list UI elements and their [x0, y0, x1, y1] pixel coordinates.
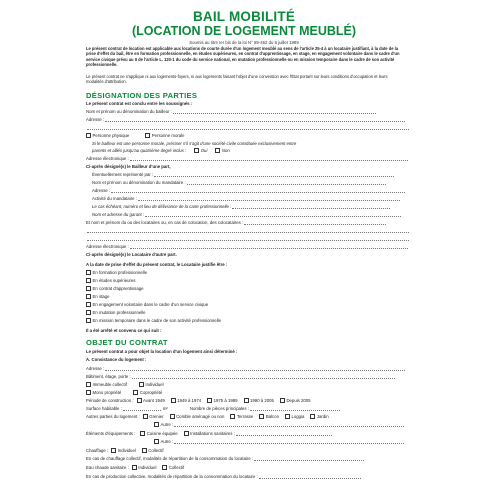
- convenu-line: Il a été arrêté et convenu ce qui suit :: [86, 328, 162, 333]
- bailleur-address-field[interactable]: [105, 117, 405, 122]
- checkbox[interactable]: [285, 414, 290, 419]
- eau-collectif-option[interactable]: Collectif: [162, 465, 184, 470]
- non-option[interactable]: Non: [215, 148, 229, 153]
- immeuble-row: [86, 382, 164, 387]
- checkbox[interactable]: [154, 439, 159, 444]
- morale-note-1: Si le bailleur est une personne morale, préciser s'il s'agit d'une société civile constituée exclusivement entre: [92, 141, 297, 146]
- autres-parties-row: Autres parties du logement : Grenier Comble aménagé ou non Terrasse Balcon Loggia Jardin: [86, 414, 329, 419]
- section-title-parties: DÉSIGNATION DES PARTIES: [86, 91, 198, 100]
- logement-address-field[interactable]: [105, 366, 405, 371]
- periode-option[interactable]: Avant 1949: [137, 398, 165, 403]
- checkbox[interactable]: [142, 448, 147, 453]
- copropriete-option[interactable]: Copropriété: [133, 390, 162, 395]
- checkbox[interactable]: [140, 431, 145, 436]
- mandataire-activity-line: Activité du mandataire :: [92, 196, 400, 201]
- carte-pro-line: Le cas échéant, numéro et lieu de délivrance de la carte professionnelle :: [92, 204, 390, 209]
- legal-reference: Soumis au titre Ier bis de la loi N° 89-462 du 6 juillet 1989: [189, 40, 299, 45]
- checkbox[interactable]: [86, 294, 91, 299]
- mandataire-address-line: Adresse :: [92, 188, 405, 193]
- eau-individuel-option[interactable]: Individuel: [132, 465, 157, 470]
- chauffage-collectif-line: En cas de chauffage collectif, modalités de répartition de la consommation du locataire :: [86, 456, 364, 461]
- batiment-field[interactable]: [132, 374, 395, 379]
- sanitaires-option[interactable]: Installations sanitaires :: [184, 431, 235, 436]
- locataire-designation: Ci-après désigné(s) le Locataire d'autre part.: [86, 252, 177, 257]
- periode-row: Période de construction : Avant 1949 1949 à 1974 1975 à 1989 1990 à 2005 Depuis 2005: [86, 398, 311, 403]
- justification-intro: A la date de prise d'effet du présent contrat, le Locataire justifie être :: [86, 262, 228, 267]
- mandataire-name-field[interactable]: [187, 180, 386, 185]
- chauffage-collectif-field[interactable]: [254, 456, 364, 461]
- locataires-line-2: [86, 228, 409, 233]
- autres-parties-autre: [154, 422, 404, 427]
- bailleur-address-field2[interactable]: [87, 125, 409, 130]
- checkbox[interactable]: [215, 148, 220, 153]
- checkbox[interactable]: [86, 382, 91, 387]
- bailleur-address-line2: [86, 125, 409, 130]
- individuel-option[interactable]: Individuel: [139, 382, 164, 387]
- checkbox[interactable]: [86, 270, 91, 275]
- partie-option[interactable]: Grenier: [143, 414, 164, 419]
- checkbox[interactable]: [154, 422, 159, 427]
- checkbox[interactable]: [86, 318, 91, 323]
- checkbox[interactable]: [259, 414, 264, 419]
- justification-option[interactable]: En mission temporaire dans le cadre de son activité professionnelle: [86, 318, 221, 323]
- locataires-line-3: [86, 236, 409, 241]
- checkbox[interactable]: [111, 448, 116, 453]
- garant-field[interactable]: [145, 212, 401, 217]
- bailleur-name-line: Nom et prénom ou dénomination du bailleur :: [86, 109, 376, 114]
- autre-option[interactable]: Autre :: [154, 422, 173, 427]
- justification-option[interactable]: En contrat d'apprentissage: [86, 286, 143, 291]
- justification-option[interactable]: En études supérieures: [86, 278, 136, 283]
- eau-chaude-row: Eau chaude sanitaire : Individuel Collectif: [86, 465, 185, 470]
- garant-line: Nom et adresse du garant :: [92, 212, 401, 217]
- checkbox[interactable]: [280, 398, 285, 403]
- checkbox[interactable]: [86, 390, 91, 395]
- personne-physique-option[interactable]: Personne physique: [86, 133, 129, 138]
- justification-option[interactable]: En mutation professionnelle: [86, 310, 146, 315]
- intro-bold-paragraph: Le présent contrat de location est applicable aux locations de courte durée d'un logement meublé au sens de l'article 25-4 à un locataire justifiant, à la date de la prise d'effet du bail, être en formation professionnelle, en études supérieures, en contrat d'apprentissage, en stage, en engagement volontaire dans le cadre d'un service civique prévu au II de l'article L. 120-1 du code du service national, en mutation professionnelle ou en mission temporaire dans le cadre de son activité professionnelle.: [86, 46, 400, 68]
- locataire-email-field[interactable]: [130, 244, 408, 249]
- section-title-objet: OBJET DU CONTRAT: [86, 338, 168, 347]
- checkbox[interactable]: [207, 398, 212, 403]
- bailleur-email-field[interactable]: [130, 156, 408, 161]
- bailleur-designation: Ci-après désigné(s) le Bailleur d'une part,: [86, 164, 171, 169]
- propriete-row: [86, 390, 162, 395]
- justification-option[interactable]: En engagement volontaire dans le cadre d'un service civique: [86, 302, 208, 307]
- equipements-row: Éléments d'équipements : Cuisine équipée Installations sanitaires :: [86, 431, 332, 436]
- mono-propriete-option[interactable]: Mono propriété: [86, 390, 121, 395]
- checkbox[interactable]: [244, 398, 249, 403]
- immeuble-collectif-option[interactable]: Immeuble collectif: [86, 382, 127, 387]
- checkbox[interactable]: [230, 414, 235, 419]
- intro-paragraph: Le présent contrat ne s'applique ni aux logements-foyers, ni aux logements faisant l'objet d'une convention avec l'État portant sur leurs conditions d'occupation et leurs modalités d'attribution.: [86, 74, 388, 85]
- partie-option[interactable]: Jardin: [310, 414, 328, 419]
- checkbox[interactable]: [310, 414, 315, 419]
- personne-morale-option[interactable]: Personne morale: [145, 133, 184, 138]
- mandataire-activity-field[interactable]: [138, 196, 400, 201]
- objet-intro: Le présent contrat a pour objet la location d'un logement ainsi déterminé :: [86, 349, 238, 354]
- autre-field[interactable]: [174, 439, 404, 444]
- sanitaires-field[interactable]: [236, 431, 332, 436]
- locataires-field[interactable]: [244, 220, 386, 225]
- locataires-line: Et nom et prénom du ou des locataires ou, en cas de colocation, des colocataires :: [86, 220, 386, 225]
- production-collective-line: En cas de production collective, modalités de répartition de la consommation du locataire :: [86, 474, 361, 479]
- production-collective-field[interactable]: [259, 474, 361, 479]
- bailleur-address-line: Adresse :: [86, 117, 405, 122]
- checkbox[interactable]: [171, 398, 176, 403]
- checkbox[interactable]: [137, 398, 142, 403]
- cuisine-option[interactable]: Cuisine équipée: [140, 431, 177, 436]
- justification-option[interactable]: En stage: [86, 294, 109, 299]
- checkbox[interactable]: [133, 390, 138, 395]
- checkbox[interactable]: [194, 148, 199, 153]
- justification-option[interactable]: En formation professionnelle: [86, 270, 147, 275]
- periode-option[interactable]: 1949 à 1974: [171, 398, 201, 403]
- chauffage-individuel-option[interactable]: Individuel: [111, 448, 136, 453]
- bailleur-name-field[interactable]: [173, 109, 376, 114]
- parties-intro: Le présent contrat est conclu entre les soussignés :: [86, 101, 193, 106]
- periode-option[interactable]: Depuis 2005: [280, 398, 311, 403]
- periode-option[interactable]: 1990 à 2005: [244, 398, 274, 403]
- consistance-heading: A. Consistance du logement :: [86, 357, 147, 362]
- partie-option[interactable]: Balcon: [259, 414, 279, 419]
- checkbox[interactable]: [86, 286, 91, 291]
- periode-option[interactable]: 1975 à 1989: [207, 398, 237, 403]
- logement-address-line: Adresse :: [86, 366, 405, 371]
- person-type-row: [86, 133, 185, 138]
- checkbox[interactable]: [145, 133, 150, 138]
- morale-note-2: parents et alliés jusqu'au quatrième degré inclus : Oui Non: [92, 148, 230, 153]
- checkbox[interactable]: [170, 414, 175, 419]
- locataires-field-3[interactable]: [87, 236, 409, 241]
- surface-field[interactable]: [123, 406, 161, 411]
- represente-field[interactable]: [154, 172, 394, 177]
- checkbox[interactable]: [86, 133, 91, 138]
- batiment-line: Bâtiment, étage, porte :: [86, 374, 395, 379]
- autre-option[interactable]: Autre :: [154, 439, 173, 444]
- locataires-field-2[interactable]: [87, 228, 409, 233]
- partie-option[interactable]: Loggia: [285, 414, 304, 419]
- equipements-autre: [154, 439, 404, 444]
- surface-row: Surface habitable : m² Nombre de pièces principales :: [86, 406, 340, 411]
- locataire-email-line: Adresse électronique :: [86, 244, 408, 249]
- checkbox[interactable]: [132, 465, 137, 470]
- checkbox[interactable]: [143, 414, 148, 419]
- checkbox[interactable]: [86, 302, 91, 307]
- form-title: BAIL MOBILITÉ: [192, 9, 296, 24]
- chauffage-row: Chauffage : Individuel Collectif: [86, 448, 164, 453]
- checkbox[interactable]: [139, 382, 144, 387]
- pieces-field[interactable]: [250, 406, 340, 411]
- chauffage-collectif-option[interactable]: Collectif: [142, 448, 164, 453]
- partie-option[interactable]: Comble aménagé ou non: [170, 414, 225, 419]
- form-subtitle: (LOCATION DE LOGEMENT MEUBLÉ): [131, 24, 357, 38]
- represente-line: Éventuellement représenté par :: [92, 172, 394, 177]
- partie-option[interactable]: Terrasse: [230, 414, 253, 419]
- mandataire-name-line: Nom et prénom ou dénomination du mandataire :: [92, 180, 386, 185]
- autre-field[interactable]: [174, 422, 404, 427]
- mandataire-address-field[interactable]: [111, 188, 405, 193]
- checkbox[interactable]: [86, 278, 91, 283]
- oui-option[interactable]: Oui: [194, 148, 207, 153]
- checkbox[interactable]: [86, 310, 91, 315]
- bailleur-email-line: Adresse électronique :: [86, 156, 408, 161]
- carte-pro-field[interactable]: [232, 204, 390, 209]
- checkbox[interactable]: [162, 465, 167, 470]
- checkbox[interactable]: [184, 431, 189, 436]
